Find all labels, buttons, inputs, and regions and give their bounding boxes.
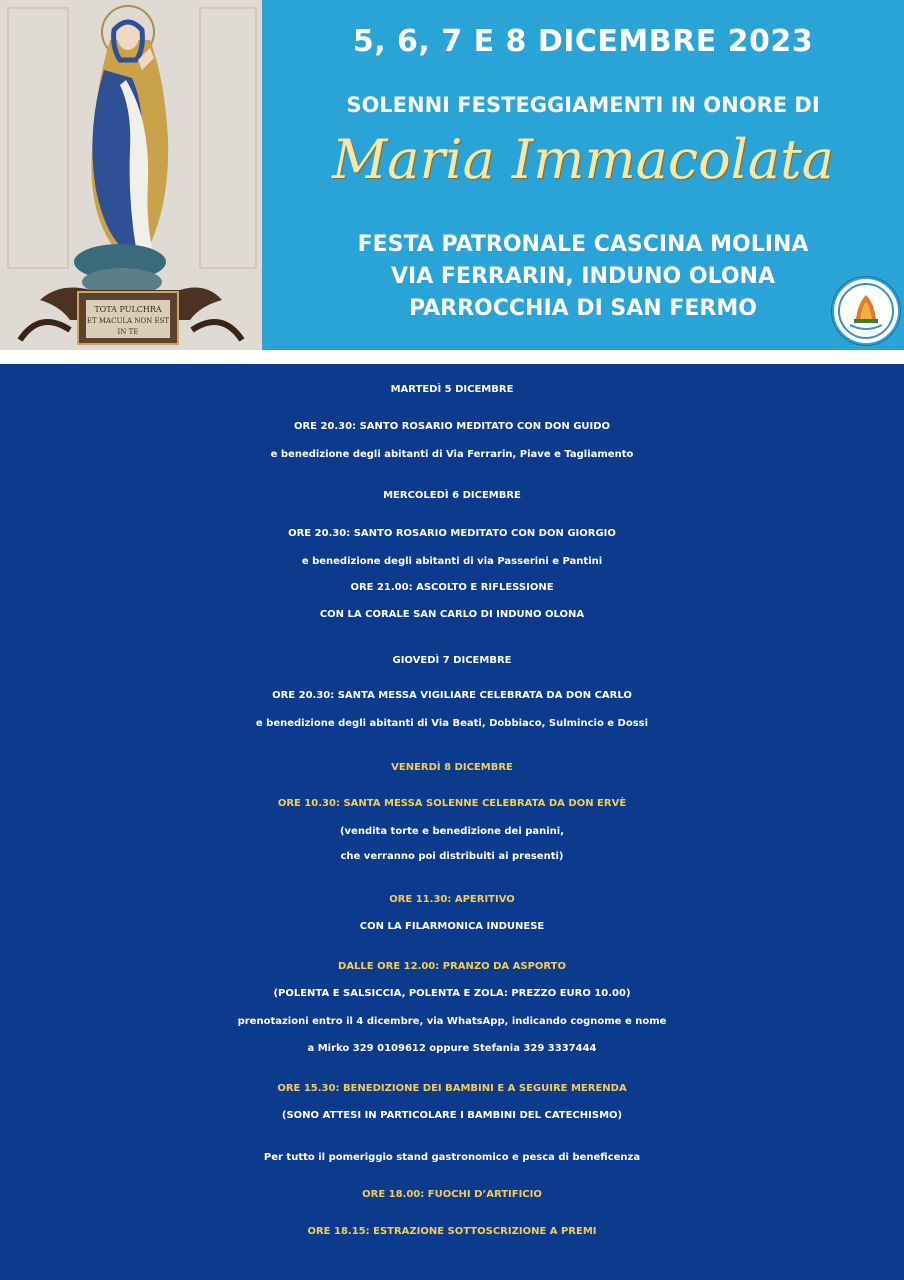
festival-title: Maria Immacolata (332, 128, 834, 191)
day-heading: MERCOLEDÌ 6 DICEMBRE (383, 490, 521, 501)
event-line: ORE 21.00: ASCOLTO E RIFLESSIONE (350, 582, 554, 593)
event-line: prenotazioni entro il 4 dicembre, via WhatsApp, indicando cognome e nome (237, 1016, 667, 1027)
statue-illustration (0, 0, 262, 350)
event-line: CON LA FILARMONICA INDUNESE (359, 921, 545, 932)
event-line: ORE 20.30: SANTO ROSARIO MEDITATO CON DON GIORGIO (288, 528, 616, 539)
event-line: che verranno poi distribuiti ai presenti) (340, 851, 564, 862)
festival-location-1: FESTA PATRONALE CASCINA MOLINA (357, 232, 809, 257)
event-line: ORE 11.30: APERITIVO (389, 894, 515, 905)
day-heading: GIOVEDÌ 7 DICEMBRE (392, 655, 512, 666)
event-line: (vendita torte e benedizione dei panini, (339, 826, 565, 837)
plaque-text-3: IN TE (117, 328, 139, 336)
festival-subtitle: SOLENNI FESTEGGIAMENTI IN ONORE DI (346, 93, 820, 117)
event-line: ORE 20.30: SANTO ROSARIO MEDITATO CON DON GUIDO (293, 421, 611, 432)
plaque-text-2: ET MACULA NON EST (86, 317, 170, 325)
event-line: CON LA CORALE SAN CARLO DI INDUNO OLONA (319, 609, 585, 620)
event-line: ORE 18.15: ESTRAZIONE SOTTOSCRIZIONE A PREMI (307, 1226, 597, 1237)
header-text (262, 0, 904, 350)
event-line: DALLE ORE 12.00: PRANZO DA ASPORTO (338, 961, 566, 972)
event-line: a Mirko 329 0109612 oppure Stefania 329 3337444 (307, 1043, 597, 1054)
divider (0, 350, 904, 364)
event-line: Per tutto il pomeriggio stand gastronomico e pesca di beneficenza (263, 1152, 641, 1163)
event-line: e benedizione degli abitanti di via Passerini e Pantini (301, 556, 603, 567)
event-line: ORE 15.30: BENEDIZIONE DEI BAMBINI E A SEGUIRE MERENDA (277, 1083, 627, 1094)
event-line: ORE 20.30: SANTA MESSA VIGILIARE CELEBRATA DA DON CARLO (272, 690, 632, 701)
event-line: e benedizione degli abitanti di Via Ferrarin, Piave e Tagliamento (270, 449, 634, 460)
festival-location-2: VIA FERRARIN, INDUNO OLONA (391, 264, 775, 289)
event-line: ORE 18.00: FUOCHI D’ARTIFICIO (362, 1189, 542, 1200)
parish-logo-icon (832, 277, 900, 345)
festival-dates: 5, 6, 7 E 8 DICEMBRE 2023 (352, 24, 814, 59)
day-heading: MARTEDÌ 5 DICEMBRE (390, 384, 514, 395)
event-line: e benedizione degli abitanti di Via Beati, Dobbiaco, Sulmincio e Dossi (255, 718, 649, 729)
event-line: ORE 10.30: SANTA MESSA SOLENNE CELEBRATA DA DON ERVÈ (277, 798, 627, 809)
event-line: (POLENTA E SALSICCIA, POLENTA E ZOLA: PREZZO EURO 10.00) (273, 988, 631, 999)
festival-location-3: PARROCCHIA DI SAN FERMO (409, 296, 757, 321)
program-panel (0, 364, 904, 1280)
day-heading: VENERDÌ 8 DICEMBRE (391, 762, 513, 773)
statue-photo (0, 0, 262, 350)
event-line: (SONO ATTESI IN PARTICOLARE I BAMBINI DEL CATECHISMO) (281, 1110, 623, 1121)
header-banner (0, 0, 904, 350)
plaque-text-1: TOTA PULCHRA (94, 305, 162, 314)
